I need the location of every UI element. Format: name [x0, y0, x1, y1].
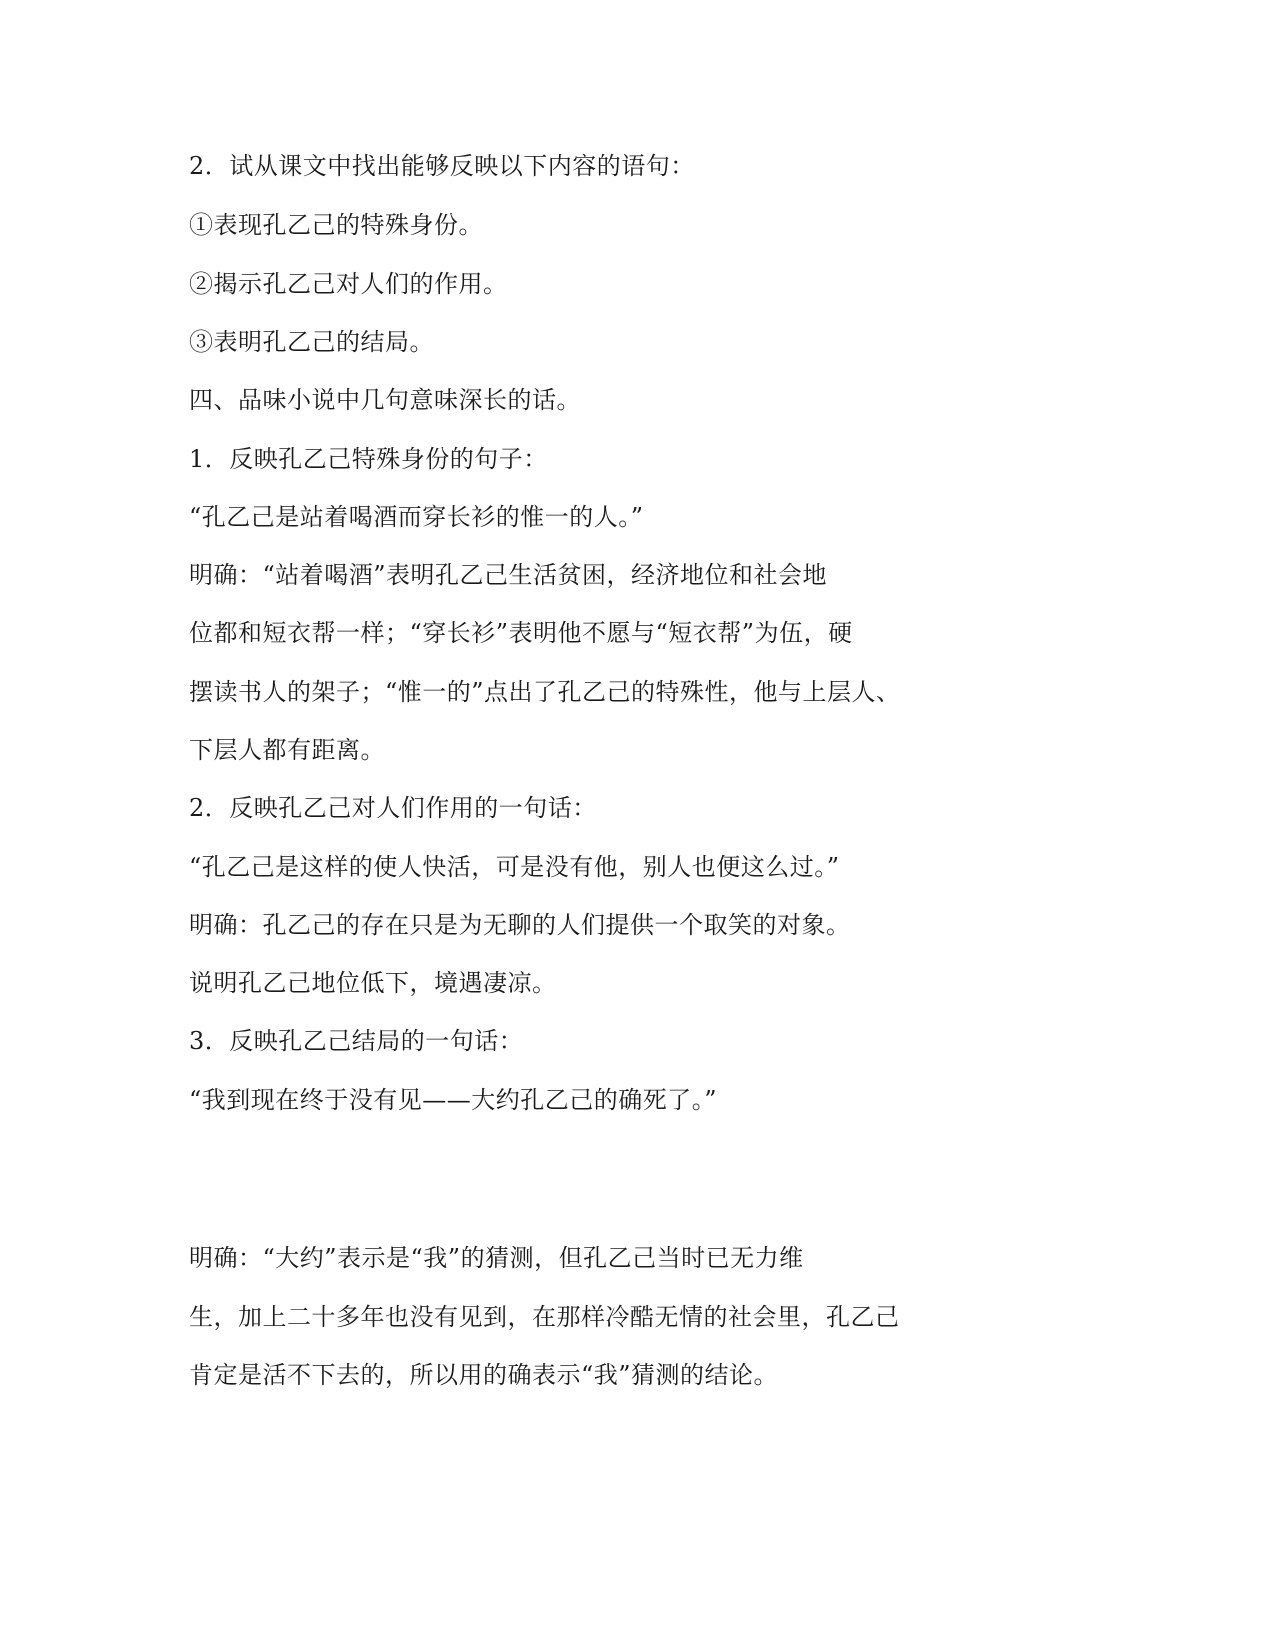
- item-2-effect-on-people: ②揭示孔乙己对人们的作用。: [189, 270, 508, 298]
- section-4-heading: 四、品味小说中几句意味深长的话。: [189, 386, 581, 414]
- explanation-1-line-4: 下层人都有距离。: [189, 736, 385, 764]
- explanation-3-line-1: 明确：“大约”表示是“我”的猜测，但孔乙己当时已无力维: [189, 1244, 804, 1272]
- question-2-heading: 2．试从课文中找出能够反映以下内容的语句：: [189, 152, 695, 180]
- explanation-1-line-1: 明确：“站着喝酒”表明孔乙己生活贫困，经济地位和社会地: [189, 561, 828, 589]
- subheading-1: 1．反映孔乙己特殊身份的句子：: [189, 445, 548, 473]
- explanation-3-line-3: 肯定是活不下去的，所以用的确表示“我”猜测的结论。: [189, 1361, 779, 1389]
- item-1-special-identity: ①表现孔乙己的特殊身份。: [189, 211, 483, 239]
- explanation-2-line-1: 明确：孔乙己的存在只是为无聊的人们提供一个取笑的对象。: [189, 911, 851, 939]
- explanation-2-line-2: 说明孔乙己地位低下，境遇凄凉。: [189, 969, 557, 997]
- explanation-1-line-3: 摆读书人的架子；“惟一的”点出了孔乙己的特殊性，他与上层人、: [189, 678, 901, 706]
- subheading-3: 3．反映孔乙己结局的一句话：: [189, 1027, 524, 1055]
- subheading-2: 2．反映孔乙己对人们作用的一句话：: [189, 794, 597, 822]
- explanation-1-line-2: 位都和短衣帮一样；“穿长衫”表明他不愿与“短衣帮”为伍，硬: [189, 619, 853, 647]
- item-3-ending: ③表明孔乙己的结局。: [189, 328, 434, 356]
- quote-2: “孔乙己是这样的使人快活，可是没有他，别人也便这么过。”: [189, 853, 840, 881]
- quote-3: “我到现在终于没有见——大约孔乙己的确死了。”: [189, 1086, 718, 1114]
- quote-1: “孔乙己是站着喝酒而穿长衫的惟一的人。”: [189, 503, 644, 531]
- explanation-3-line-2: 生，加上二十多年也没有见到，在那样冷酷无情的社会里，孔乙己: [189, 1303, 900, 1331]
